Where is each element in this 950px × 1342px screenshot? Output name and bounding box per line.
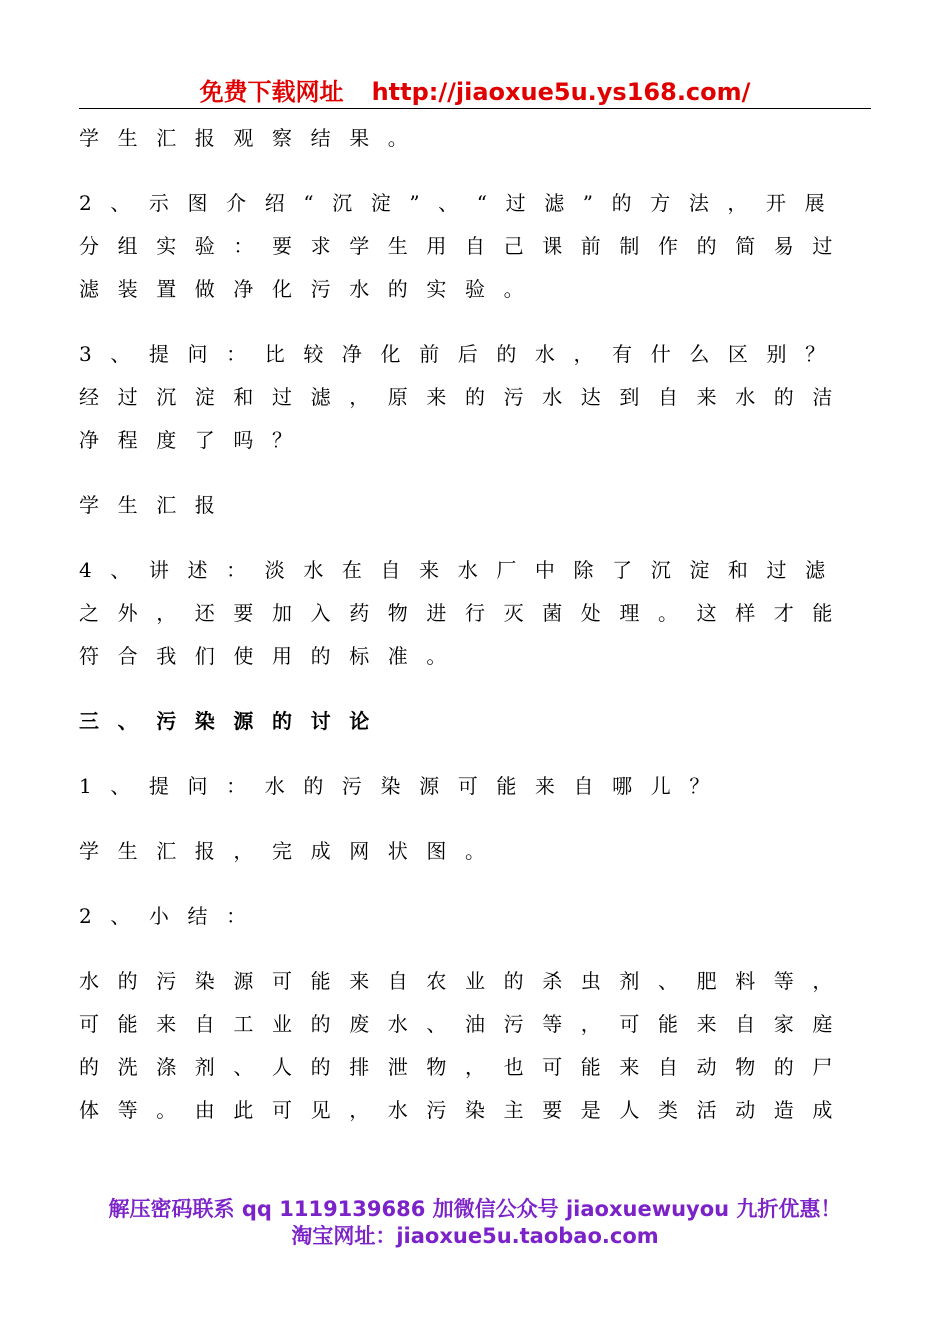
paragraph-student-report-web: 学生汇报，完成网状图。 — [79, 839, 504, 863]
paragraph-summary: 水的污染源可能来自农业的杀虫剂、肥料等，可能来自工业的废水、油污等，可能来自家庭的洗涤剂、人的排泄物，也可能来自动物的尸体等。由此可见，水污染主要是人类活动造成 — [79, 969, 851, 1122]
paragraph-report-observation: 学生汇报观察结果。 — [79, 126, 427, 150]
header-divider — [79, 108, 871, 109]
paragraph-student-report: 学生汇报 — [79, 493, 234, 517]
footer-contact-line: 解压密码联系 qq 1119139686 加微信公众号 jiaoxuewuyou 九折优惠！ — [108, 1197, 842, 1221]
header-label: 免费下载网址 — [199, 78, 344, 106]
paragraph-step-2: 2、示图介绍“沉淀”、“过滤”的方法，开展分组实验：要求学生用自己课前制作的简易过滤装置做净化污水的实验。 — [79, 191, 851, 301]
document-body — [79, 117, 869, 1154]
page-footer — [0, 1196, 950, 1250]
footer-taobao-link[interactable]: 淘宝网址：jiaoxue5u.taobao.com — [291, 1224, 659, 1248]
section-heading-pollution-sources: 三、污染源的讨论 — [79, 709, 388, 733]
paragraph-question-1: 1、提问：水的污染源可能来自哪儿？ — [79, 774, 728, 798]
paragraph-step-4: 4、讲述：淡水在自来水厂中除了沉淀和过滤之外，还要加入药物进行灭菌处理。这样才能符合我们使用的标准。 — [79, 558, 851, 668]
paragraph-summary-label: 2、小结： — [79, 904, 265, 928]
paragraph-step-3: 3、提问：比较净化前后的水，有什么区别？经过沉淀和过滤，原来的污水达到自来水的洁净程度了吗？ — [79, 342, 851, 452]
page-header — [0, 76, 950, 108]
header-url-link[interactable]: http://jiaoxue5u.ys168.com/ — [371, 78, 751, 106]
